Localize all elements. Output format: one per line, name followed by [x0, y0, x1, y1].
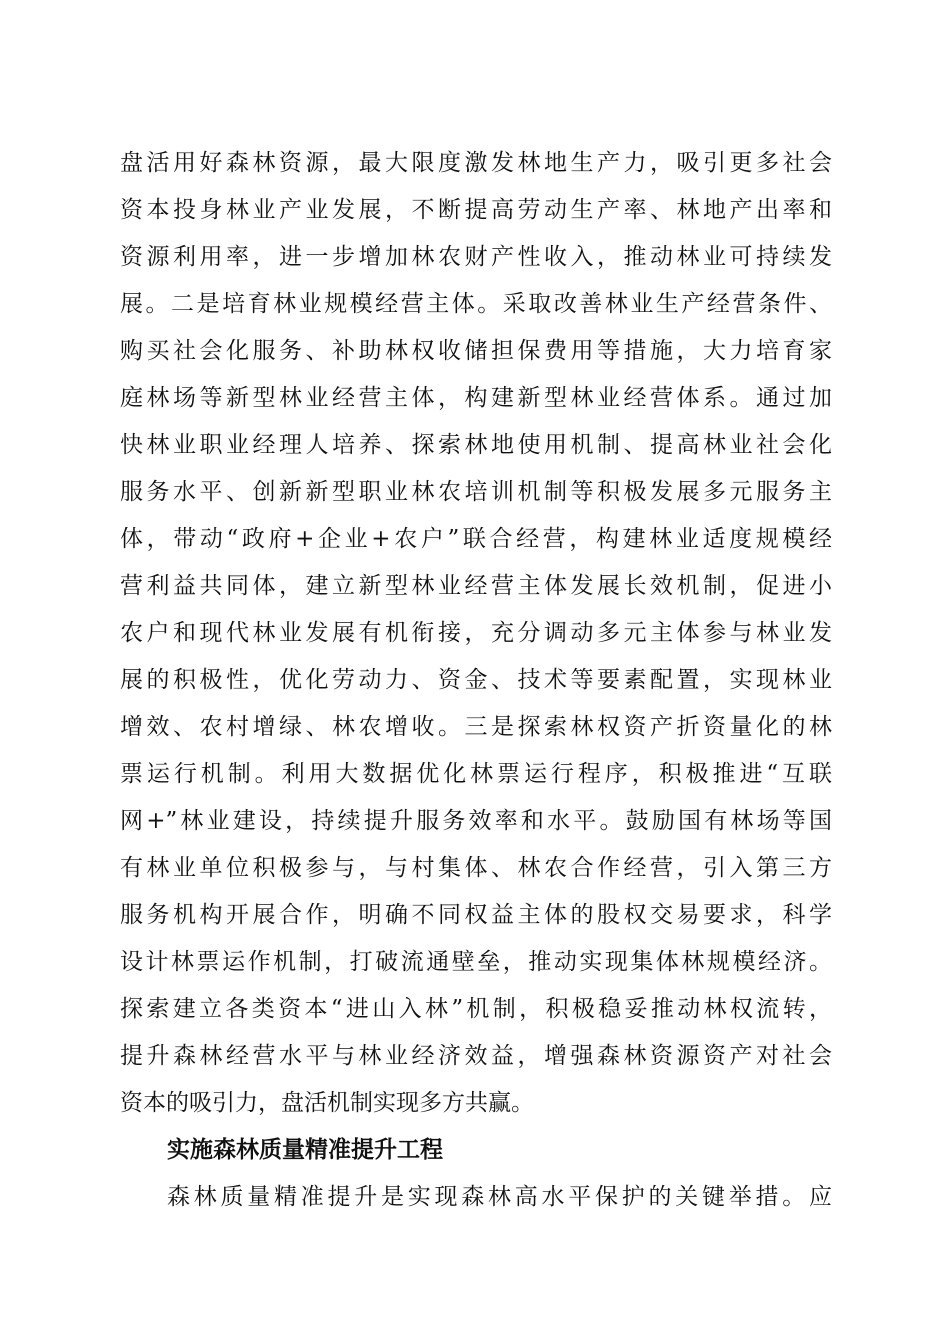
- body-text: [120, 140, 832, 1221]
- text-line: 设计林票运作机制，打破流通壁垒，推动实现集体林规模经济。: [120, 949, 832, 975]
- text-line: 营利益共同体，建立新型林业经营主体发展长效机制，促进小: [120, 573, 832, 599]
- section-heading: 实施森林质量精准提升工程: [167, 1137, 443, 1163]
- text-line: 网+”林业建设，持续提升服务效率和水平。鼓励国有林场等国: [120, 808, 832, 834]
- text-line: 农户和现代林业发展有机衔接，充分调动多元主体参与林业发: [120, 620, 832, 646]
- text-line: 探索建立各类资本“进山入林”机制，积极稳妥推动林权流转，: [120, 996, 832, 1022]
- text-line: 服务机构开展合作，明确不同权益主体的股权交易要求，科学: [120, 902, 832, 928]
- text-line: 森林质量精准提升是实现森林高水平保护的关键举措。应: [167, 1184, 832, 1210]
- text-line: 有林业单位积极参与，与村集体、林农合作经营，引入第三方: [120, 855, 832, 881]
- text-line: 体，带动“政府+企业+农户”联合经营，构建林业适度规模经: [120, 526, 832, 552]
- text-line: 盘活用好森林资源，最大限度激发林地生产力，吸引更多社会: [120, 150, 832, 176]
- text-line: 资本的吸引力，盘活机制实现多方共赢。: [120, 1090, 534, 1116]
- text-line: 服务水平、创新新型职业林农培训机制等积极发展多元服务主: [120, 479, 832, 505]
- text-line: 票运行机制。利用大数据优化林票运行程序，积极推进“互联: [120, 761, 832, 787]
- text-line: 提升森林经营水平与林业经济效益，增强森林资源资产对社会: [120, 1043, 832, 1069]
- text-line: 展的积极性，优化劳动力、资金、技术等要素配置，实现林业: [120, 667, 832, 693]
- text-line: 资本投身林业产业发展，不断提高劳动生产率、林地产出率和: [120, 197, 832, 223]
- text-line: 快林业职业经理人培养、探索林地使用机制、提高林业社会化: [120, 432, 832, 458]
- text-line: 庭林场等新型林业经营主体，构建新型林业经营体系。通过加: [120, 385, 832, 411]
- text-line: 购买社会化服务、补助林权收储担保费用等措施，大力培育家: [120, 338, 832, 364]
- text-line: 增效、农村增绿、林农增收。三是探索林权资产折资量化的林: [120, 714, 832, 740]
- text-line: 展。二是培育林业规模经营主体。采取改善林业生产经营条件、: [120, 291, 832, 317]
- text-line: 资源利用率，进一步增加林农财产性收入，推动林业可持续发: [120, 244, 832, 270]
